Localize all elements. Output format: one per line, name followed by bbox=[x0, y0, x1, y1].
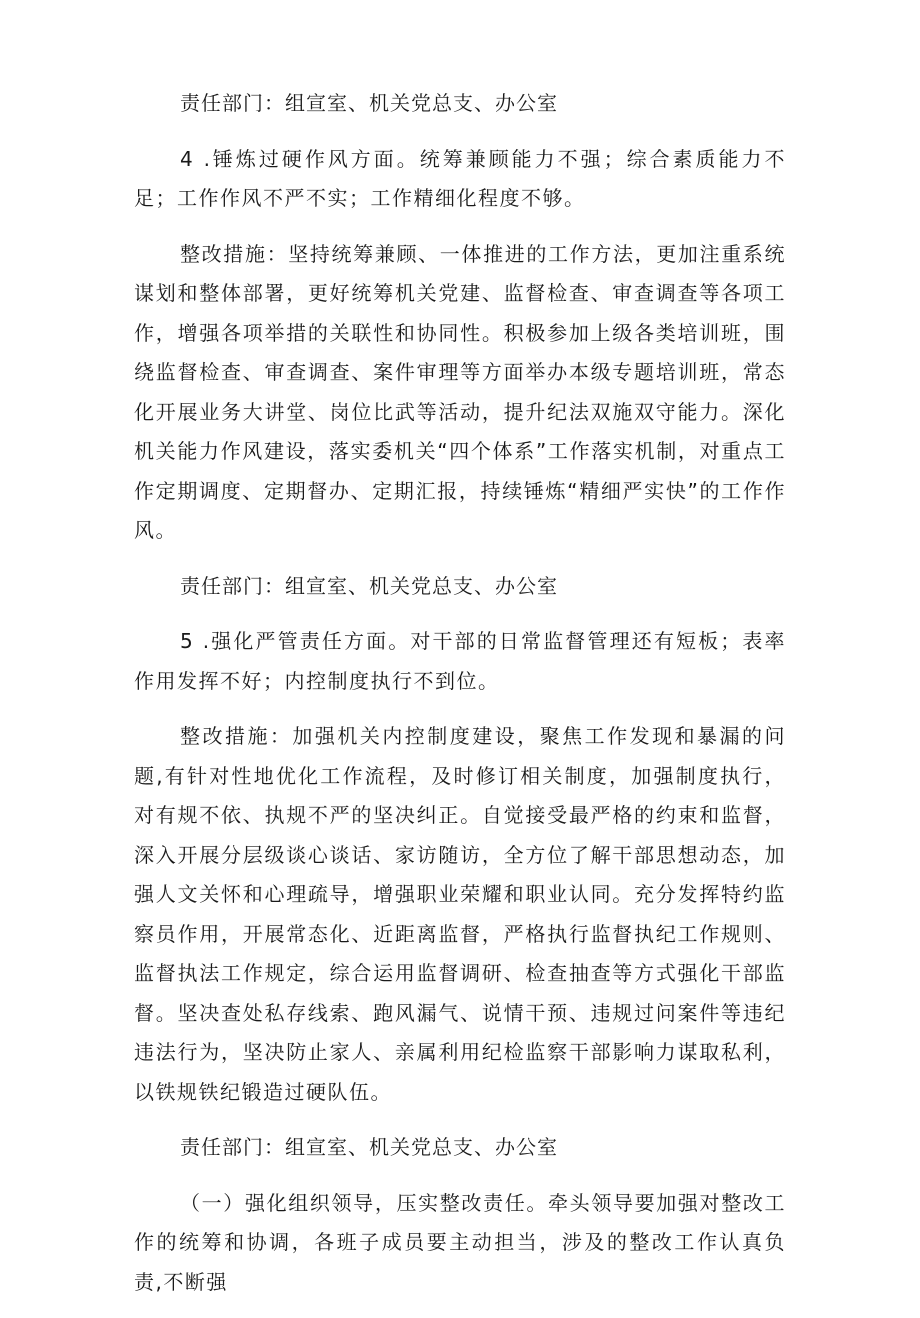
item-4-heading: 4 .锤炼过硬作风方面。统筹兼顾能力不强；综合素质能力不足；工作作风不严不实；工作精细化程度不够。 bbox=[134, 146, 786, 210]
document-body bbox=[134, 84, 786, 1318]
item-4-measures: 整改措施：坚持统筹兼顾、一体推进的工作方法，更加注重系统谋划和整体部署，更好统筹机关党建、监督检查、审查调查等各项工作，增强各项举措的关联性和协同性。积极参加上级各类培训班，围绕监督检查、审查调查、案件审理等方面举办本级专题培训班，常态化开展业务大讲堂、岗位比武等活动，提升纪法双施双守能力。深化机关能力作风建设，落实委机关“四个体系”工作落实机制，对重点工作定期调度、定期督办、定期汇报，持续锤炼“精细严实快”的工作作风。 bbox=[134, 241, 786, 542]
section-1-paragraph: （一）强化组织领导，压实整改责任。牵头领导要加强对整改工作的统筹和协调，各班子成员要主动担当，涉及的整改工作认真负责,不断强 bbox=[134, 1190, 786, 1294]
item-5-heading: 5 .强化严管责任方面。对干部的日常监督管理还有短板；表率作用发挥不好；内控制度执行不到位。 bbox=[134, 629, 786, 693]
responsible-department-2: 责任部门：组宣室、机关党总支、办公室 bbox=[180, 573, 558, 598]
responsible-department-3: 责任部门：组宣室、机关党总支、办公室 bbox=[180, 1135, 558, 1159]
item-5-measures: 整改措施：加强机关内控制度建设，聚焦工作发现和暴漏的问题,有针对性地优化工作流程，及时修订相关制度，加强制度执行，对有规不依、执规不严的坚决纠正。自觉接受最严格的约束和监督，深入开展分层级谈心谈话、家访随访，全方位了解干部思想动态，加强人文关怀和心理疏导，增强职业荣耀和职业认同。充分发挥特约监察员作用，开展常态化、近距离监督，严格执行监督执纪工作规则、监督执法工作规定，综合运用监督调研、检查抽查等方式强化干部监督。坚决查处私存线索、跑风漏气、说情干预、违规过问案件等违纪违法行为，坚决防止家人、亲属利用纪检监察干部影响力谋取私利，以铁规铁纪锻造过硬队伍。 bbox=[134, 724, 786, 1104]
responsible-department-1: 责任部门：组宣室、机关党总支、办公室 bbox=[180, 91, 558, 115]
